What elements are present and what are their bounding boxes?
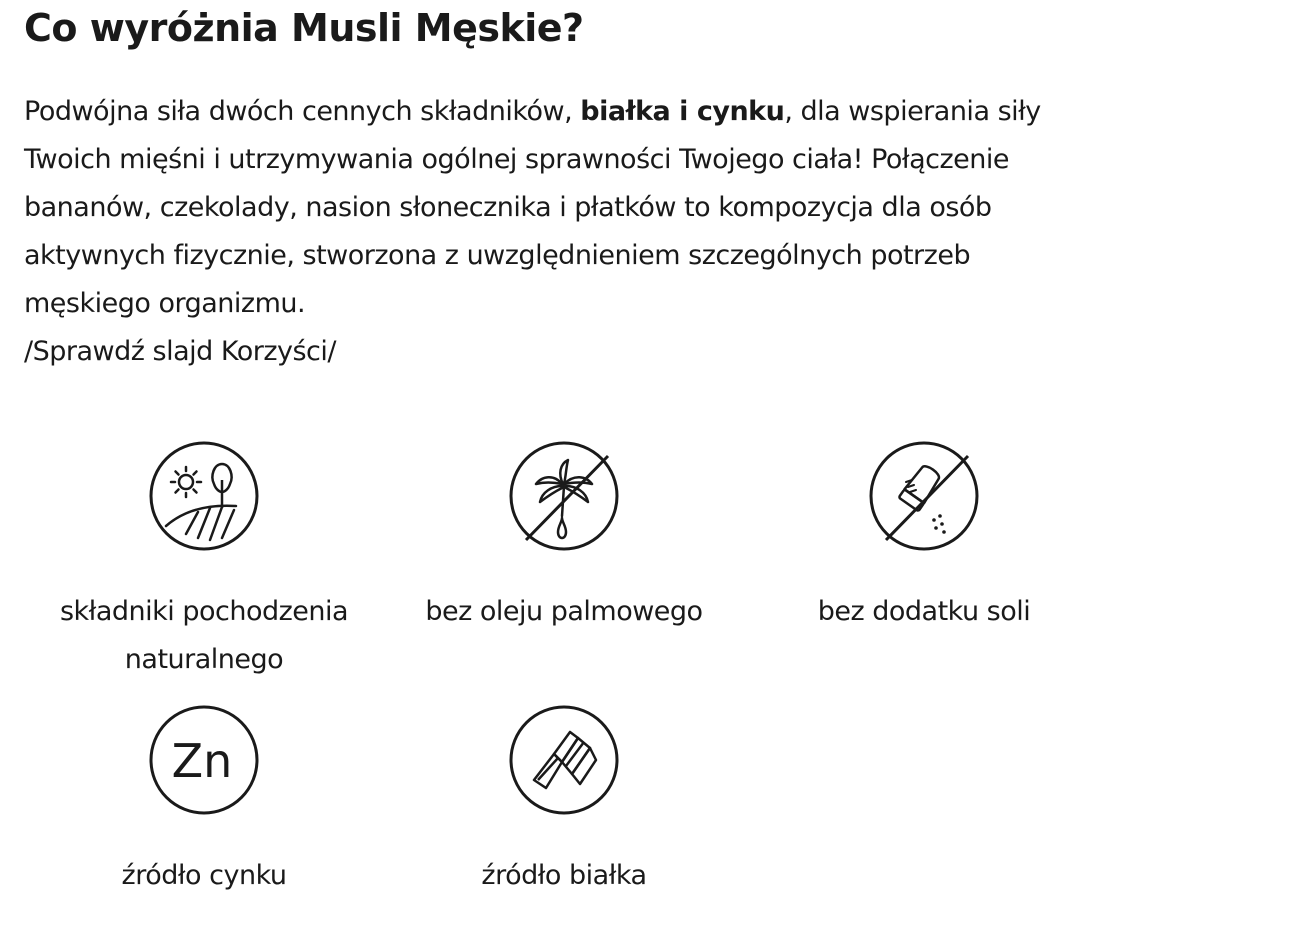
feature-no-added-salt [744,440,1104,636]
description-line-2: Twoich mięśni i utrzymywania ogólnej sprawności Twojego ciała! Połączenie [24,144,1009,175]
feature-label: źródło białka [481,860,647,891]
feature-no-palm-oil [384,440,744,636]
feature-label: bez oleju palmowego [425,596,703,627]
feature-label: składniki pochodzenia naturalnego [59,596,349,675]
natural-ingredients-icon [148,440,260,552]
zinc-icon [148,704,260,816]
description-line-4: aktywnych fizycznie, stworzona z uwzględnieniem szczególnych potrzeb [24,240,971,271]
description-bold-highlight: białka i cynku [580,96,785,127]
no-palm-oil-icon [508,440,620,552]
feature-label: źródło cynku [121,860,287,891]
page-title: Co wyróżnia Musli Męskie? [24,6,584,50]
description-line-5: męskiego organizmu. [24,288,306,319]
benefits-slide-hint: /Sprawdź slajd Korzyści/ [24,336,336,367]
product-description [24,88,1124,376]
feature-label: bez dodatku soli [817,596,1031,627]
protein-icon [508,704,620,816]
description-line-3: bananów, czekolady, nasion słonecznika i płatków to kompozycja dla osób [24,192,992,223]
feature-zinc-source [24,704,384,900]
no-added-salt-icon [868,440,980,552]
description-line-1: Podwójna siła dwóch cennych składników, białka i cynku, dla wspierania siły [24,96,1041,127]
zinc-symbol: Zn [171,734,233,788]
feature-natural-ingredients [24,440,384,684]
feature-protein-source [384,704,744,900]
